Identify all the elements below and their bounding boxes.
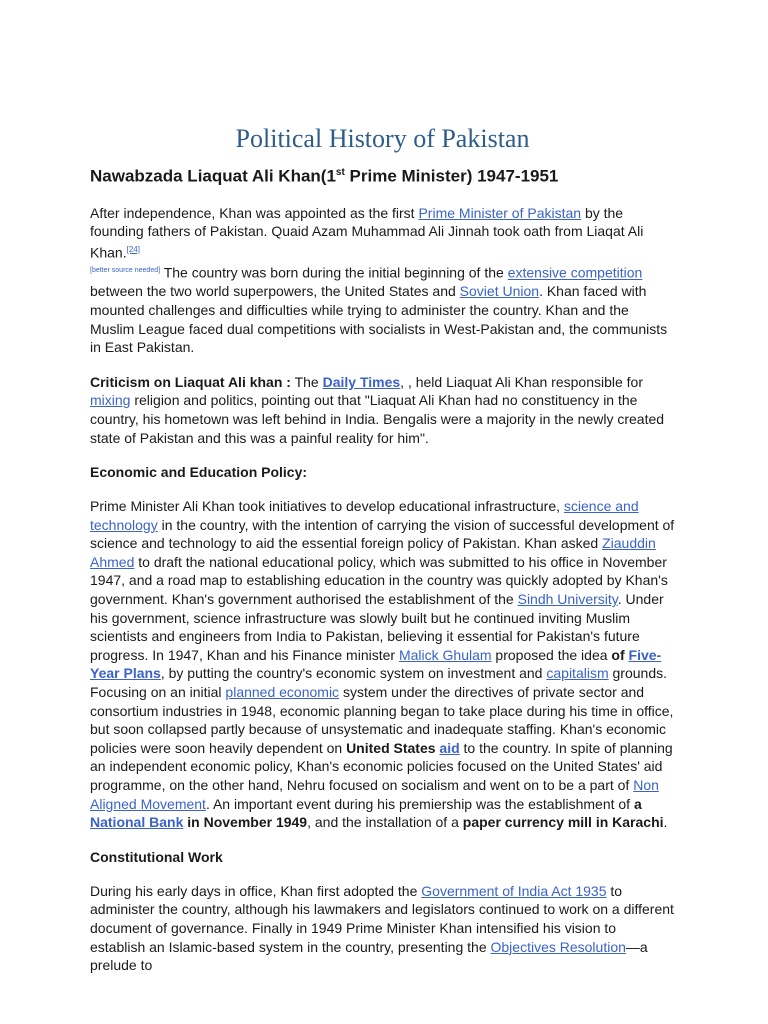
- page-title: Political History of Pakistan: [235, 124, 530, 153]
- heading-economic-education: Economic and Education Policy:: [90, 464, 308, 481]
- text: grounds. Focusing on an initial: [90, 665, 667, 701]
- link-malick-ghulam[interactable]: Malick Ghulam: [398, 646, 492, 663]
- text: —a prelude to: [90, 938, 648, 974]
- text: to administer the country, although his lawmakers and legislators continued to work on a different document of governance. Finally in 1949 Prime Minister Khan intensified his vision to establish an Islamic-based system in the country, presenting the: [90, 882, 674, 955]
- text: proposed the idea: [491, 646, 612, 663]
- subtitle-sup: st: [335, 167, 345, 178]
- paragraph-criticism: [90, 373, 675, 447]
- heading-constitutional-work: Constitutional Work: [90, 848, 223, 865]
- bold-text: paper currency mill in Karachi: [462, 814, 664, 831]
- text: religion and politics, pointing out that "Liaquat Ali Khan had no constituency in the country, his hometown was left behind in India. Bengalis were a majority in the newly created state of Pakistan and this was a painful reality for him".: [90, 392, 665, 446]
- text: . Under his government, science infrastructure was slowly built but he continued inviting Muslim scientists and engineers from India to Pakistan, believing it essential for Pakistan's future progress. In 1947, Khan and his Finance minister: [90, 591, 664, 663]
- citation-link[interactable]: [24]: [126, 244, 140, 254]
- text: During his early days in office, Khan first adopted the: [90, 882, 422, 899]
- link-daily-times[interactable]: Daily Times: [322, 373, 401, 390]
- link-prime-minister-of-pakistan[interactable]: Prime Minister of Pakistan: [418, 204, 582, 221]
- link-national-bank[interactable]: National Bank: [90, 814, 184, 831]
- text: The country was born during the initial beginning of the: [160, 264, 508, 281]
- text: . Khan faced with mounted challenges and difficulties while trying to administer the country. Khan and the Muslim League faced dual competitions with socialists in West-Pakistan and, the communists in East Pakistan.: [90, 283, 668, 356]
- text: Prime Minister Ali Khan took initiatives to develop educational infrastructure,: [90, 498, 564, 515]
- paragraph-constitutional: [90, 882, 675, 975]
- criticism-heading: Criticism on Liaquat Ali khan :: [90, 373, 291, 390]
- bold-text: a: [633, 795, 642, 812]
- link-government-of-india-act[interactable]: Government of India Act 1935: [421, 882, 607, 899]
- bold-text: United States: [346, 739, 440, 756]
- bold-text: in November 1949: [183, 814, 308, 831]
- paragraph-independence: [90, 204, 675, 357]
- bold-text: of: [611, 646, 629, 663]
- text: .: [663, 814, 668, 831]
- link-science-and-technology[interactable]: science and technology: [90, 498, 639, 533]
- link-soviet-union[interactable]: Soviet Union: [459, 283, 540, 300]
- link-objectives-resolution[interactable]: Objectives Resolution: [490, 938, 626, 955]
- link-five-year-plans[interactable]: Five-Year Plans: [90, 646, 662, 682]
- link-non-aligned-movement[interactable]: Non Aligned Movement: [90, 777, 659, 812]
- document-page: [90, 122, 675, 991]
- text: , , held Liaquat Ali Khan responsible for: [400, 373, 643, 390]
- paragraph-economic-policy: [90, 497, 675, 832]
- text: between the two world superpowers, the United States and: [90, 283, 460, 300]
- link-capitalism[interactable]: capitalism: [546, 665, 609, 682]
- text: . An important event during his premiership was the establishment of: [205, 795, 634, 812]
- section-subtitle: [90, 162, 675, 188]
- text: to draft the national educational policy, which was submitted to his office in November 1947, and a road map to establishing education in the country was quickly adopted by Khan's government. Khan's government authorised the establishment of the: [90, 553, 668, 608]
- text: After independence, Khan was appointed as the first: [90, 204, 419, 221]
- text: to the country. In spite of planning an independent economic policy, Khan's economic policies focused on the United States' aid programme, on the other hand, Nehru focused on socialism and went on to be a part of: [90, 739, 673, 793]
- link-mixing[interactable]: mixing: [90, 392, 131, 409]
- text: by the founding fathers of Pakistan. Quaid Azam Muhammad Ali Jinnah took oath from Liaqat Ali Khan.: [90, 204, 644, 261]
- text: system under the directives of private sector and consortium industries in 1948, economic planning began to take place during his time in office, but soon collapsed partly because of unsystematic and inadequate staffing. Khan's economic policies were soon heavily dependent on: [90, 684, 674, 756]
- link-ziauddin-ahmed[interactable]: Ziauddin Ahmed: [90, 535, 656, 570]
- subtitle-text: Nawabzada Liaquat Ali Khan(1: [90, 166, 336, 186]
- link-extensive-competition[interactable]: extensive competition: [507, 264, 643, 281]
- subtitle-text-end: Prime Minister) 1947-1951: [344, 166, 559, 186]
- link-planned-economic[interactable]: planned economic: [225, 684, 340, 701]
- text: The: [290, 373, 323, 390]
- text: , and the installation of a: [307, 814, 463, 831]
- source-note-link[interactable]: [better source needed]: [90, 267, 161, 275]
- link-sindh-university[interactable]: Sindh University: [517, 591, 618, 608]
- text: in the country, with the intention of carrying the vision of successful development of science and technology to aid the essential foreign policy of Pakistan. Khan asked: [90, 516, 675, 552]
- link-aid[interactable]: aid: [439, 739, 460, 756]
- text: , by putting the country's economic system on investment and: [160, 665, 547, 682]
